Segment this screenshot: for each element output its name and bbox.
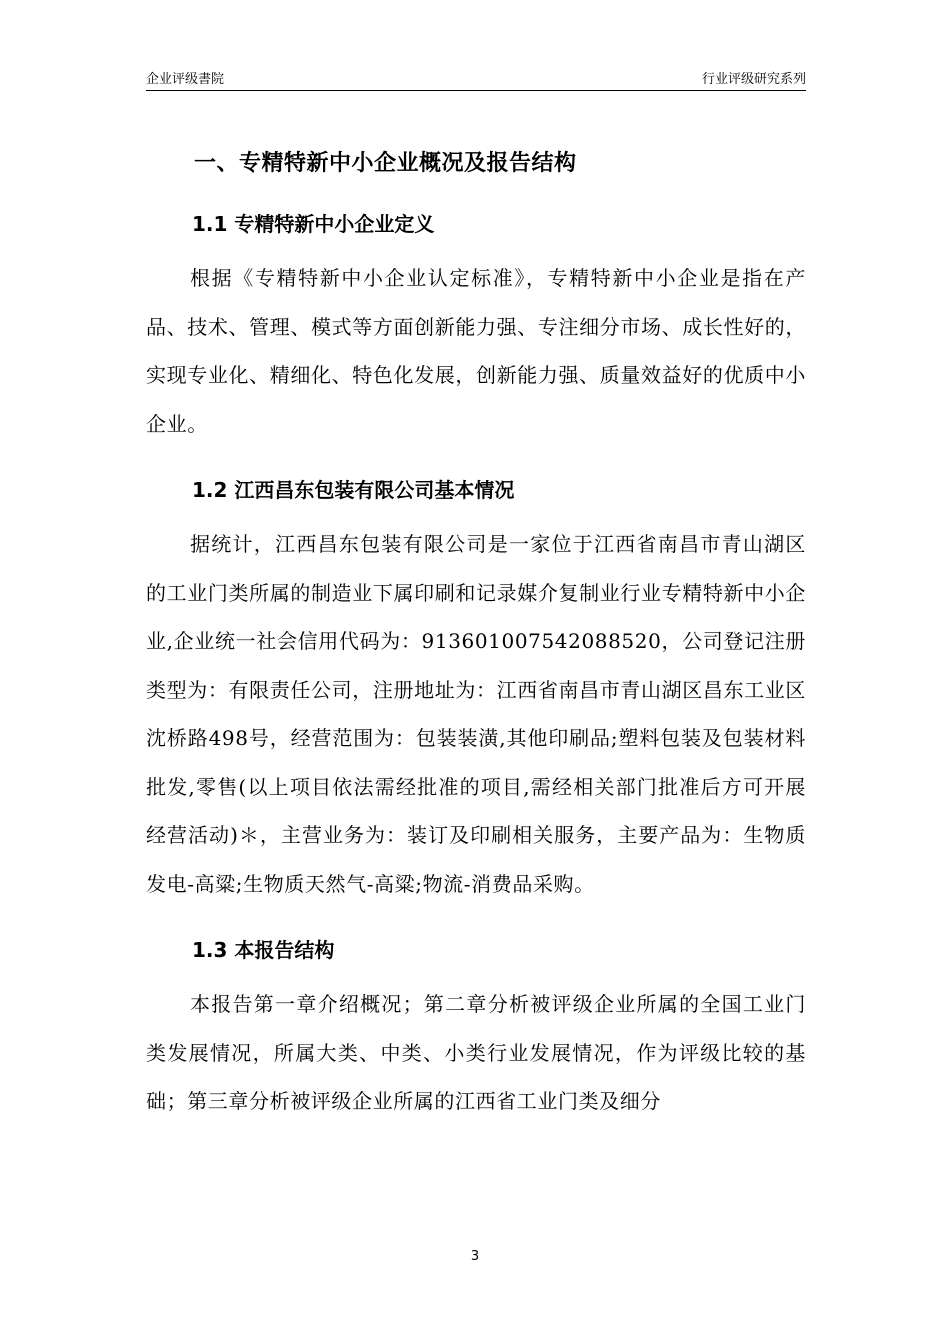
section-heading-1-2: 1.2 江西昌东包装有限公司基本情况 (192, 478, 515, 502)
section-heading-1-3: 1.3 本报告结构 (192, 938, 335, 962)
section-paragraph-1-3: 本报告第一章介绍概况；第二章分析被评级企业所属的全国工业门类发展情况，所属大类、中类、小类行业发展情况，作为评级比较的基础；第三章分析被评级企业所属的江西省工业门类及细分 (146, 992, 806, 1113)
section-paragraph-1-1: 根据《专精特新中小企业认定标准》，专精特新中小企业是指在产品、技术、管理、模式等方面创新能力强、专注细分市场、成长性好的，实现专业化、精细化、特色化发展，创新能力强、质量效益好的优质中小企业。 (146, 266, 806, 436)
section-heading-1-1: 1.1 专精特新中小企业定义 (192, 212, 435, 236)
header-right-text: 行业评级研究系列 (701, 72, 806, 87)
page-header (146, 66, 806, 91)
document-body (146, 140, 806, 1126)
chapter-title: 一、专精特新中小企业概况及报告结构 (194, 151, 577, 176)
header-left-text: 企业评级書院 (146, 72, 225, 87)
section-paragraph-1-2: 据统计，江西昌东包装有限公司是一家位于江西省南昌市青山湖区的工业门类所属的制造业下属印刷和记录媒介复制业行业专精特新中小企业,企业统一社会信用代码为：913601007542088520，公司登记注册类型为：有限责任公司，注册地址为：江西省南昌市青山湖区昌东工业区沈桥路498号，经营范围为：包装装潢,其他印刷品;塑料包装及包装材料批发,零售(以上项目依法需经批准的项目,需经相关部门批准后方可开展经营活动)＊，主营业务为：装订及印刷相关服务，主要产品为：生物质发电-高粱;生物质天然气-高粱;物流-消费品采购。 (146, 532, 806, 896)
page-number: 3 (470, 1249, 480, 1264)
